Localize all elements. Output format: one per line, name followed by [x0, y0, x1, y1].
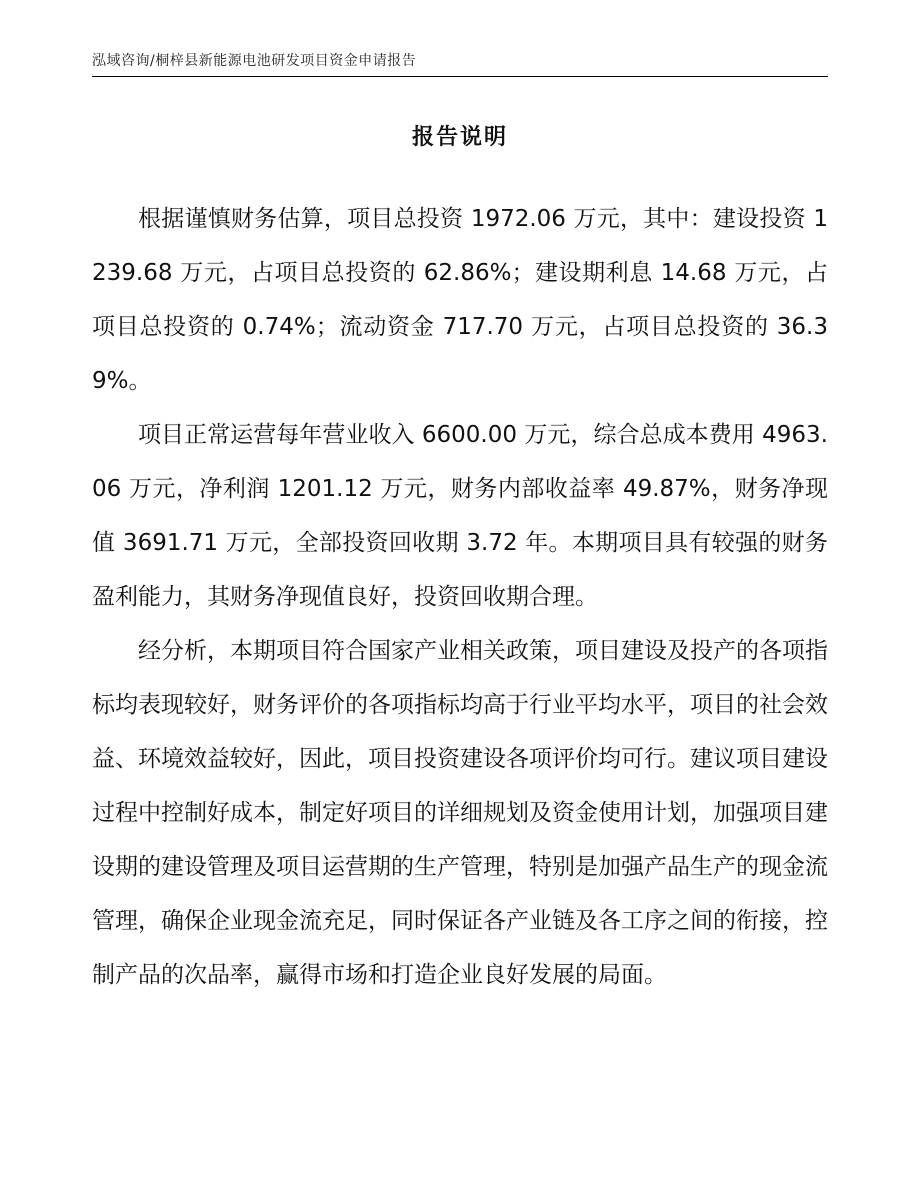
running-header: 泓域咨询/桐梓县新能源电池研发项目资金申请报告 — [92, 53, 417, 69]
paragraph-financials: 项目正常运营每年营业收入 6600.00 万元，综合总成本费用 4963.06 万元，净利润 1201.12 万元，财务内部收益率 49.87%，财务净现值 3691.71 万元，全部投资回收期 3.72 年。本期项目具有较强的财务盈利能力，其财务净现值良好，投资回收期合理。 — [92, 422, 828, 610]
header-divider — [92, 76, 828, 77]
paragraph-investment: 根据谨慎财务估算，项目总投资 1972.06 万元，其中：建设投资 1239.68 万元，占项目总投资的 62.86%；建设期利息 14.68 万元，占项目总投资的 0.74%；流动资金 717.70 万元，占项目总投资的 36.39%。 — [92, 206, 828, 394]
paragraph-analysis: 经分析，本期项目符合国家产业相关政策，项目建设及投产的各项指标均表现较好，财务评价的各项指标均高于行业平均水平，项目的社会效益、环境效益较好，因此，项目投资建设各项评价均可行。建议项目建设过程中控制好成本，制定好项目的详细规划及资金使用计划，加强项目建设期的建设管理及项目运营期的生产管理，特别是加强产品生产的现金流管理，确保企业现金流充足，同时保证各产业链及各工序之间的衔接，控制产品的次品率，赢得市场和打造企业良好发展的局面。 — [92, 638, 828, 988]
document-body — [92, 192, 828, 1002]
page-title: 报告说明 — [411, 125, 508, 150]
